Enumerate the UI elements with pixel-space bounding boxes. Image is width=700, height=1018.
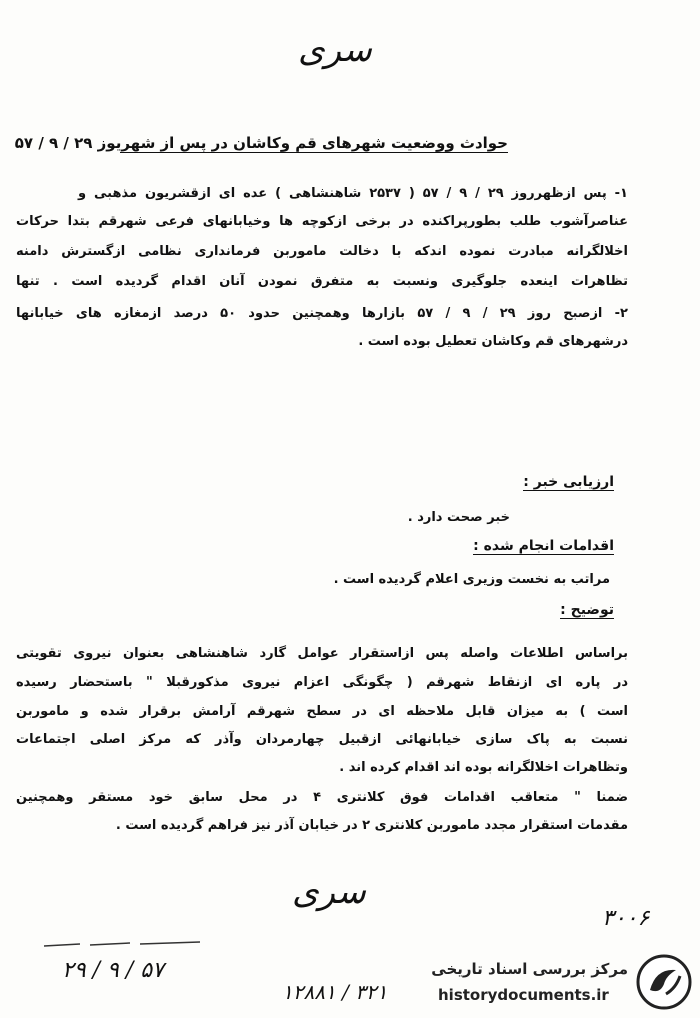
paragraph-1-line-1: ۱- پس ازظهرروز ۲۹ / ۹ / ۵۷ ( ۲۵۳۷ شاهنشاهی ) عده ای ازقشریون مذهبی و: [78, 186, 628, 201]
paragraph-1-line-4: تظاهرات اینعده جلوگیری ونسبت به متفرق نمودن آنان اقدام گردیده است . تنها: [16, 274, 628, 289]
actions-label: اقدامات انجام شده :: [473, 538, 614, 554]
postscript-line-1: ضمنا " متعاقب اقدامات فوق کلانتری ۴ در محل سابق خود مستقر وهمچنین: [16, 790, 629, 805]
classification-top: سری: [298, 30, 372, 70]
explanation-line-4: نسبت به پاک سازی خیابانهائی ازقبیل چهارمردان وآذر که مرکز اصلی اجتماعات: [16, 732, 628, 747]
classification-bottom: سری: [292, 872, 366, 912]
explanation-line-2: در پاره ای ازنقاط شهرقم ( چگونگی اعزام نیروی مذکورقبلا " باستحضار رسیده: [16, 675, 628, 690]
watermark-name: مرکز بررسی اسناد تاریخی: [431, 960, 628, 978]
paragraph-2-line-1: ۲- ازصبح روز ۲۹ / ۹ / ۵۷ بازارها وهمچنین حدود ۵۰ درصد ازمغازه های خیابانها: [16, 306, 628, 321]
archive-logo-icon: [636, 954, 692, 1010]
explanation-line-3: است ) به میزان قابل ملاحظه ای در سطح شهرقم آرامش برقرار شده و ماموربن: [16, 704, 628, 719]
postscript-line-2: مقدمات استقرار مجدد ماموربن کلانتری ۲ در خیابان آذر نیز فراهم گردیده است .: [115, 818, 628, 833]
paragraph-1-line-3: اخلالگرانه مبادرت نموده اندکه با دخالت ماموربن فرمانداری نظامی ازگسترش دامنه: [16, 244, 628, 259]
assessment-label: ارزیابی خبر :: [523, 474, 614, 490]
document-title: حوادث ووضعیت شهرهای قم وکاشان در پس از شهریوز ۲۹ / ۹ / ۵۷: [14, 134, 508, 152]
explanation-label: توضیح :: [560, 602, 614, 618]
explanation-line-5: وتظاهرات اخلالگرانه بوده اند اقدام کرده اند .: [339, 760, 628, 775]
watermark-url: historydocuments.ir: [438, 986, 609, 1004]
assessment-value: خبر صحت دارد .: [407, 510, 510, 525]
handwritten-reference: ۳۲۱ / ۱۲۸۸۱: [282, 980, 388, 1004]
handwritten-number: ۳۰۰۶: [602, 906, 650, 931]
paragraph-1-line-2: عناصرآشوب طلب بطورپراکنده در برخی ازکوچه ها وخیابانهای فرعی شهرقم بتدا حرکات: [16, 214, 628, 229]
actions-value: مراتب به نخست وزیری اعلام گردیده است .: [333, 572, 610, 587]
explanation-line-1: براساس اطلاعات واصله پس ازاستقرار عوامل گارد شاهنشاهی بعنوان نیروی تقویتی: [16, 646, 628, 661]
paragraph-2-line-2: درشهرهای قم وکاشان تعطیل بوده است .: [358, 334, 628, 349]
handwritten-scribble: [40, 932, 210, 956]
handwritten-date: ۵۷ / ۹ / ۲۹: [62, 958, 164, 983]
